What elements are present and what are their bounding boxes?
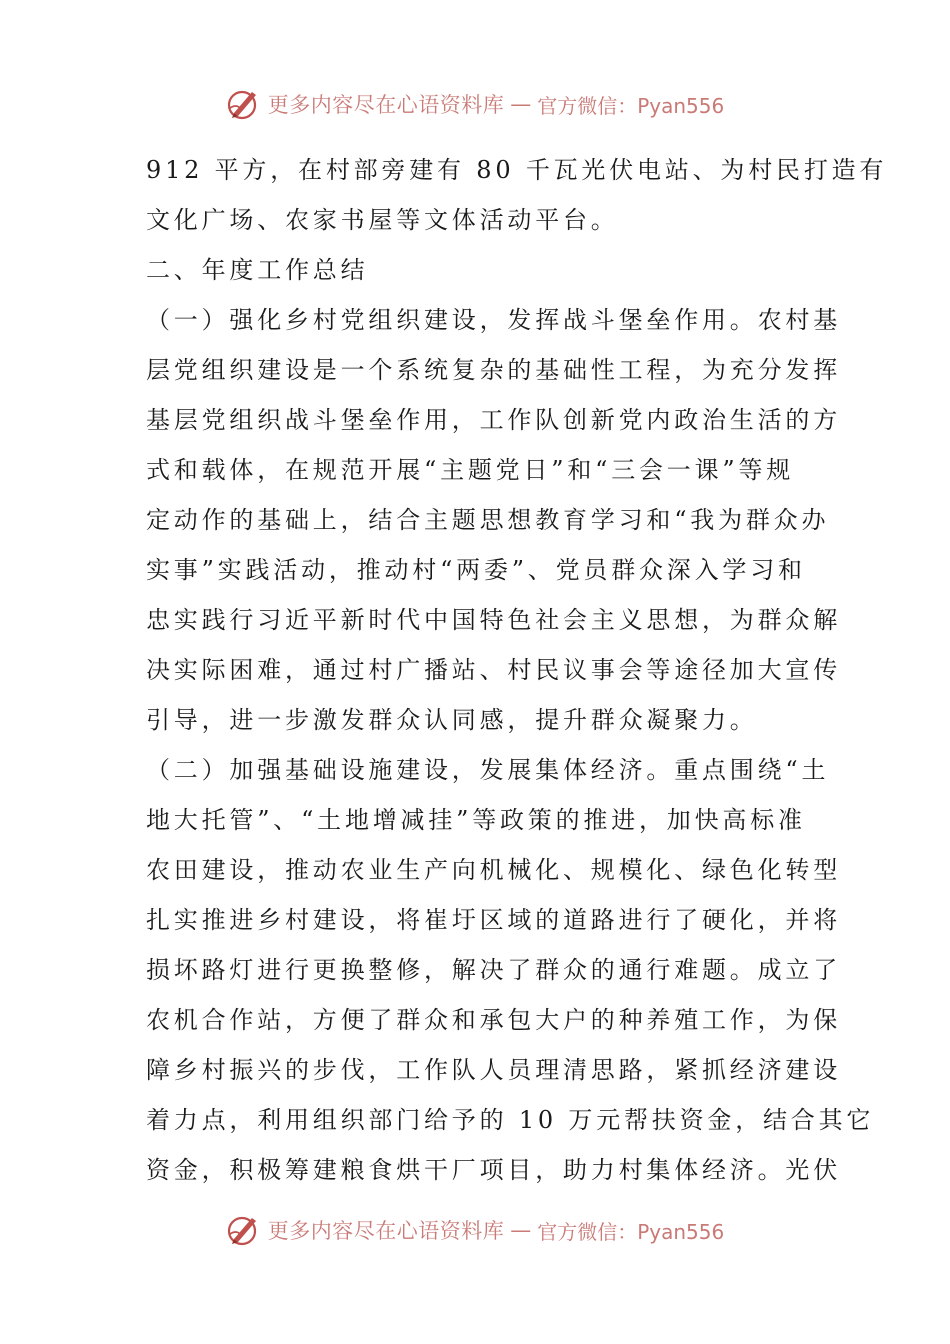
- text-line: 扎实推进乡村建设，将崔圩区域的道路进行了硬化，并将: [146, 906, 841, 934]
- watermark-brand: 更多内容尽在心语资料库: [267, 93, 505, 117]
- text-line: 层党组织建设是一个系统复杂的基础性工程，为充分发挥: [146, 356, 841, 384]
- text-line: 式和载体，在规范开展“主题党日”和“三会一课”等规: [146, 456, 795, 484]
- pen-circle-icon: [226, 86, 262, 122]
- text-line: 农田建设，推动农业生产向机械化、规模化、绿色化转型: [146, 856, 841, 884]
- section-heading: 二、年度工作总结: [146, 256, 369, 284]
- text-line: 引导，进一步激发群众认同感，提升群众凝聚力。: [146, 706, 758, 734]
- text-line: 损坏路灯进行更换整修，解决了群众的通行难题。成立了: [146, 956, 841, 984]
- text-line: 912 平方，在村部旁建有 80 千瓦光伏电站、为村民打造有: [146, 156, 888, 184]
- text-line: 农机合作站，方便了群众和承包大户的种养殖工作，为保: [146, 1006, 841, 1034]
- pen-circle-icon: [226, 1212, 262, 1248]
- text-line: 定动作的基础上，结合主题思想教育学习和“我为群众办: [146, 506, 830, 534]
- text-line: 地大托管”、“土地增减挂”等政策的推进，加快高标准: [146, 806, 806, 834]
- watermark-contact: 官方微信：Pyan556: [537, 93, 725, 118]
- text-line: 决实际困难，通过村广播站、村民议事会等途径加大宣传: [146, 656, 841, 684]
- text-line: 忠实践行习近平新时代中国特色社会主义思想，为群众解: [146, 606, 841, 634]
- text-line: 文化广场、农家书屋等文体活动平台。: [146, 206, 619, 234]
- watermark-contact: 官方微信：Pyan556: [537, 1219, 725, 1244]
- text-line: 障乡村振兴的步伐，工作队人员理清思路，紧抓经济建设: [146, 1056, 841, 1084]
- text-line: （一）强化乡村党组织建设，发挥战斗堡垒作用。农村基: [146, 306, 841, 334]
- text-line: 资金，积极筹建粮食烘干厂项目，助力村集体经济。光伏: [146, 1156, 841, 1184]
- watermark-footer: [0, 1208, 950, 1252]
- watermark-separator: —: [510, 92, 532, 116]
- text-line: 基层党组织战斗堡垒作用，工作队创新党内政治生活的方: [146, 406, 841, 434]
- document-body: [146, 145, 888, 1195]
- text-line: 着力点，利用组织部门给予的 10 万元帮扶资金，结合其它: [146, 1106, 875, 1134]
- watermark-header: [0, 82, 950, 126]
- text-line: 实事”实践活动，推动村“两委”、党员群众深入学习和: [146, 556, 806, 584]
- text-line: （二）加强基础设施建设，发展集体经济。重点围绕“土: [146, 756, 830, 784]
- watermark-brand: 更多内容尽在心语资料库: [267, 1219, 505, 1243]
- watermark-separator: —: [510, 1218, 532, 1242]
